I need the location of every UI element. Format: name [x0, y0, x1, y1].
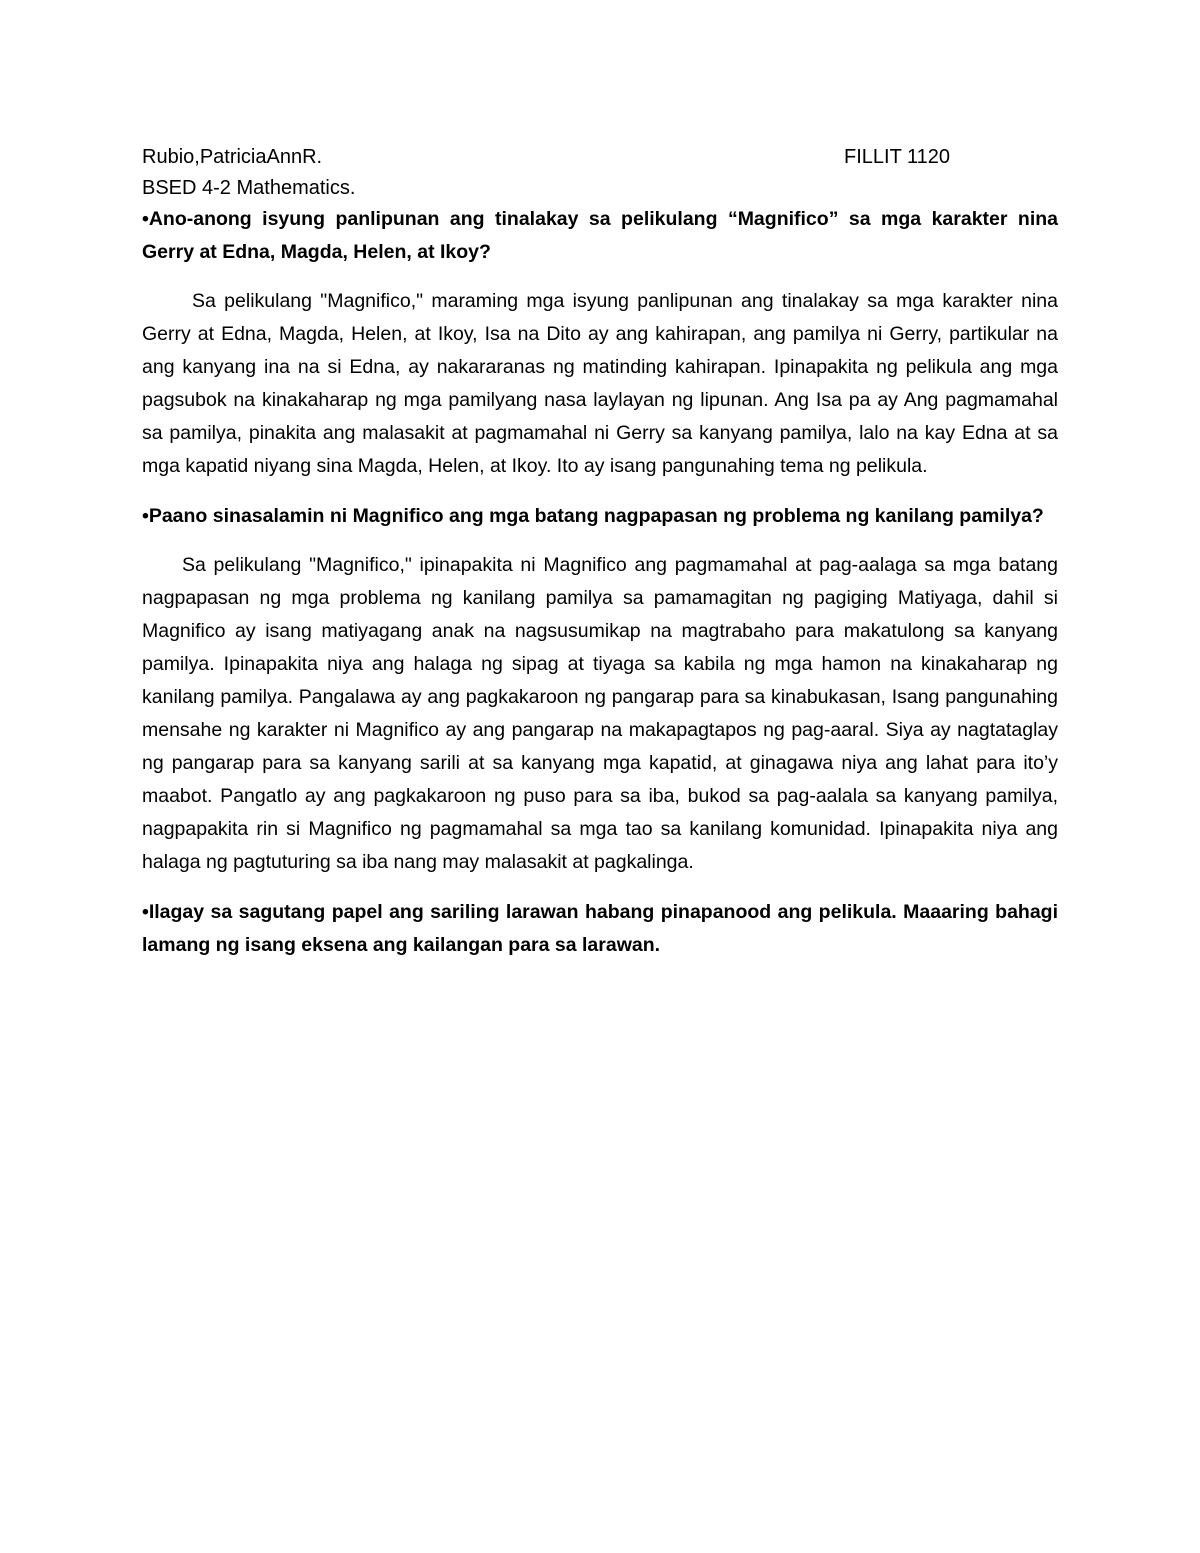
document-page [142, 142, 1058, 962]
answer-2: Sa pelikulang "Magnifico," ipinapakita ni Magnifico ang pagmamahal at pag-aalaga sa mga batang nagpapasan ng mga problema ng kanilang pamilya sa pamamagitan ng pagiging Matiyaga, dahil si Magnifico ay isang matiyagang anak na nagsusumikap na magtrabaho para makatulong sa kanyang pamilya. Ipinapakita niya ang halaga ng sipag at tiyaga sa kabila ng mga hamon na kinakaharap ng kanilang pamilya. Pangalawa ay ang pagkakaroon ng pangarap para sa kinabukasan, Isang pangunahing mensahe ng karakter ni Magnifico ay ang pangarap na makapagtapos ng pag-aaral. Siya ay nagtataglay ng pangarap para sa kanyang sarili at sa kanyang mga kapatid, at ginagawa niya ang lahat para ito’y maabot. Pangatlo ay ang pagkakaroon ng puso para sa iba, bukod sa pag-aalala sa kanyang pamilya, nagpapakita rin si Magnifico ng pagmamahal sa mga tao sa kanilang komunidad. Ipinapakita niya ang halaga ng pagtuturing sa iba nang may malasakit at pagkalinga. [142, 554, 1058, 873]
question-1: •Ano-anong isyung panlipunan ang tinalakay sa pelikulang “Magnifico” sa mga karakter nina Gerry at Edna, Magda, Helen, at Ikoy? [142, 208, 1058, 263]
question-2: •Paano sinasalamin ni Magnifico ang mga batang nagpapasan ng problema ng kanilang pamilya? [142, 505, 1044, 527]
course-code: FILLIT 1120 [844, 146, 950, 168]
student-name: Rubio,PatriciaAnnR. [142, 146, 323, 168]
answer-1: Sa pelikulang "Magnifico," maraming mga isyung panlipunan ang tinalakay sa mga karakter nina Gerry at Edna, Magda, Helen, at Ikoy, Isa na Dito ay ang kahirapan, ang pamilya ni Gerry, partikular na ang kanyang ina na si Edna, ay nakararanas ng matinding kahirapan. Ipinapakita ng pelikula ang mga pagsubok na kinakaharap ng mga pamilyang nasa laylayan ng lipunan. Ang Isa pa ay Ang pagmamahal sa pamilya, pinakita ang malasakit at pagmamahal ni Gerry sa kanyang pamilya, lalo na kay Edna at sa mga kapatid niyang sina Magda, Helen, at Ikoy. Ito ay isang pangunahing tema ng pelikula. [142, 290, 1058, 477]
header-row [142, 142, 1058, 172]
program-line: BSED 4-2 Mathematics. [142, 177, 356, 199]
question-3: •Ilagay sa sagutang papel ang sariling larawan habang pinapanood ang pelikula. Maaaring bahagi lamang ng isang eksena ang kailangan para sa larawan. [142, 901, 1058, 956]
